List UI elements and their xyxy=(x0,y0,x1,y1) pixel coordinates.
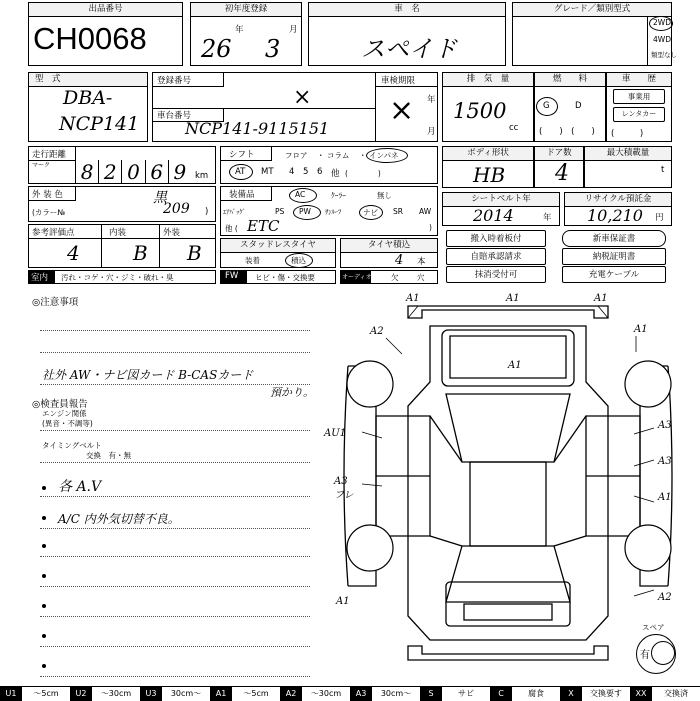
legend-desc: 交換要す xyxy=(590,689,622,698)
chassis-number-value: NCP141-9115151 xyxy=(185,119,330,138)
shift-type-mt: MT xyxy=(261,167,274,177)
vehicle-use-label: 車 歴 xyxy=(607,73,671,87)
first-registration-label: 初年度登録 xyxy=(191,3,301,17)
interior-condition-options: 汚れ・コゲ・穴・ジミ・破れ・臭 xyxy=(61,273,174,282)
color-box: 外 装 色 (カラー№ 黒 209 ) xyxy=(28,186,216,222)
shift-at-circle xyxy=(229,164,253,180)
legend-code: A1 xyxy=(210,687,232,701)
audio-missing: 欠 xyxy=(391,273,399,282)
lot-number-value: CH0068 xyxy=(33,21,147,56)
new-car-warranty-button[interactable]: 新車保証書 xyxy=(562,230,666,247)
registration-number-value: × xyxy=(293,85,312,110)
body-type-label: ボディ形状 xyxy=(443,147,533,161)
spare-tire-value: 有 xyxy=(640,650,650,661)
capacity-label: 最大積載量 xyxy=(585,147,671,161)
equipment-label: 装備品 xyxy=(229,190,255,200)
inspection-month-unit: 月 xyxy=(427,127,436,137)
mark-front-bumper-right: A1 xyxy=(594,293,608,304)
interior-condition-box xyxy=(28,270,216,284)
charging-cable-button[interactable]: 充電ケーブル xyxy=(562,266,666,283)
shift-type-4: 4 xyxy=(289,167,295,177)
fuel-gasoline-circle xyxy=(536,97,558,116)
grade-label: グレード／類別型式 xyxy=(513,3,671,17)
interior-grade-value: B xyxy=(133,241,148,265)
doors-box xyxy=(534,146,584,188)
score-value: 4 xyxy=(67,241,80,265)
mark-left-front-door: AU1 xyxy=(324,428,347,439)
mark-left-quarter: A1 xyxy=(336,596,350,607)
doors-label: ドア数 xyxy=(535,147,583,161)
model-name-box xyxy=(308,2,506,66)
interior-condition-label: 室内 xyxy=(31,273,49,283)
legend-code: A2 xyxy=(280,687,302,701)
doors-value: 4 xyxy=(555,161,569,186)
legend-desc: サビ xyxy=(458,689,474,698)
model-name-value: スペイド xyxy=(361,35,457,63)
seatbelt-value: 2014 xyxy=(473,206,514,225)
mark-hood: A1 xyxy=(508,360,522,371)
first-registration-month: 3 xyxy=(265,35,281,63)
legend-desc: 30cm〜 xyxy=(170,689,202,698)
color-label: 外 装 色 xyxy=(32,190,63,200)
recycle-unit: 円 xyxy=(655,213,664,223)
inspection-year-unit: 年 xyxy=(427,95,436,105)
audio-box xyxy=(340,270,438,284)
drive-4wd-option: 4WD xyxy=(653,35,671,44)
equip-other-suffix: ) xyxy=(429,223,432,232)
studless-loaded: 積込 xyxy=(291,256,306,265)
fuel-gasoline-option: G xyxy=(543,101,550,111)
first-registration-box xyxy=(190,2,302,66)
legend-code: U1 xyxy=(0,687,22,701)
equip-ps: PS xyxy=(275,207,285,216)
equip-navi-circle xyxy=(359,205,383,220)
notes-line-2: 預かり。 xyxy=(270,386,314,399)
score-box xyxy=(28,224,216,268)
lot-number-box xyxy=(28,2,183,66)
shift-panel-circle xyxy=(366,148,408,163)
notes-title: ◎注意事項 xyxy=(32,297,79,308)
color-number: 209 xyxy=(163,201,190,217)
legend-code: S xyxy=(420,687,442,701)
equip-ac: AC xyxy=(295,190,306,199)
tire-box xyxy=(340,238,438,268)
model-type-label: 型 式 xyxy=(29,73,147,87)
drive-none-option: 類型なし xyxy=(651,51,677,59)
inspection-expiry-label: 車検期限 xyxy=(381,76,416,86)
mileage-sub-label: マーク xyxy=(32,162,51,169)
report-line-1: 各 A.V xyxy=(58,479,102,495)
drive-2wd-option: 2WD xyxy=(653,18,671,27)
tax-certificate-button[interactable]: 納税証明書 xyxy=(562,248,666,265)
engine-sub-label: (異音・不調等) xyxy=(42,419,93,428)
grade-box xyxy=(512,2,677,66)
equip-pw: PW xyxy=(299,207,311,216)
wheels xyxy=(347,361,671,571)
inspection-expiry-value: × xyxy=(389,93,415,128)
mileage-digit: 0 xyxy=(121,160,144,184)
recycle-label: リサイクル預託金 xyxy=(565,193,671,207)
shift-type-at: AT xyxy=(235,167,246,177)
displacement-box xyxy=(442,72,534,142)
mark-right-rear-door: A3 xyxy=(658,456,672,467)
timing-belt-label: タイミングベルト xyxy=(42,441,102,450)
studless-mounted: 装着 xyxy=(245,256,260,265)
registration-box xyxy=(152,72,438,142)
seatbelt-label: シートベルト年 xyxy=(443,193,559,207)
recycle-box xyxy=(564,192,672,226)
mark-front-bumper-center: A1 xyxy=(506,293,520,304)
fuel-label: 燃 料 xyxy=(535,73,605,87)
shift-type-other: 他 xyxy=(331,169,340,179)
document-buttons xyxy=(442,228,672,284)
legend-desc: 腐食 xyxy=(528,689,544,698)
notes-line-1: 社外 AW・ナビ図カード B-CASカード xyxy=(42,368,254,382)
model-type-code: NCP141 xyxy=(59,113,140,135)
studless-loaded-circle xyxy=(285,253,313,268)
shift-option-panel: インパネ xyxy=(369,151,399,160)
deregistration-button[interactable]: 抹消受付可 xyxy=(446,266,546,283)
tire-unit: 本 xyxy=(417,257,426,267)
mileage-unit: km xyxy=(195,171,209,181)
equip-none: 無し xyxy=(377,191,392,200)
spare-tire-inner xyxy=(651,641,675,665)
equip-ac-circle xyxy=(289,188,317,203)
shift-type-6: 6 xyxy=(317,167,323,177)
year-unit: 年 xyxy=(235,25,244,35)
color-value: 黒 xyxy=(153,190,167,206)
legend-code: A3 xyxy=(350,687,372,701)
mark-rear-bumper-right: A2 xyxy=(658,592,672,603)
engine-label: エンジン関係 xyxy=(42,409,87,418)
exterior-grade-value: B xyxy=(187,241,202,265)
body-type-value: HB xyxy=(473,163,506,187)
mileage-label: 走行距離 xyxy=(32,150,67,160)
model-type-prefix: DBA- xyxy=(63,87,113,109)
exterior-grade-label: 外装 xyxy=(163,228,181,238)
mileage-digit: 6 xyxy=(145,160,168,184)
equip-other-prefix: 他 ( xyxy=(225,224,238,233)
seatbelt-box xyxy=(442,192,560,226)
insurance-approval-button[interactable]: 自賠承認請求 xyxy=(446,248,546,265)
interior-grade-label: 内装 xyxy=(109,228,127,238)
legend-desc: 〜30cm xyxy=(100,689,132,698)
displacement-value: 1500 xyxy=(453,99,507,123)
spare-tire-label: スペア xyxy=(642,623,665,632)
fw-label: FW xyxy=(225,271,239,281)
mark-right-quarter: A1 xyxy=(658,492,672,503)
equip-cooler: ｸｰﾗｰ xyxy=(331,191,346,200)
mileage-box xyxy=(28,146,216,184)
legend-code: U3 xyxy=(140,687,162,701)
legend-desc: 30cm〜 xyxy=(380,689,412,698)
shift-option-column: コラム xyxy=(327,151,350,160)
mileage-digits xyxy=(75,160,191,184)
model-type-box xyxy=(28,72,148,142)
legend-code: C xyxy=(490,687,512,701)
carry-in-plate-button[interactable]: 搬入時着板付 xyxy=(446,230,546,247)
mark-right-fender: A1 xyxy=(634,324,648,335)
registration-number-label: 登録番号 xyxy=(157,76,192,86)
month-unit: 月 xyxy=(289,25,298,35)
shift-box: シフト フロア ・ コラム ・ インパネ AT MT 4 5 6 他 ( ) xyxy=(220,146,438,184)
report-line-2: A/C 内外気切替不良。 xyxy=(58,512,180,526)
legend-desc: 交換済 xyxy=(664,689,688,698)
displacement-unit: cc xyxy=(509,123,519,133)
fuel-box: 燃 料 G D ( ) ( ) xyxy=(534,72,606,142)
studless-label: スタッドレスタイヤ xyxy=(221,239,335,253)
mileage-digit: 8 xyxy=(75,160,98,184)
legend-desc: 〜5cm xyxy=(33,689,59,698)
equip-sunroof: ｻﾝﾙｰﾌ xyxy=(325,208,342,216)
equip-navi: ナビ xyxy=(363,208,378,217)
shift-option-floor: フロア xyxy=(285,151,308,160)
mileage-digit: 2 xyxy=(98,160,121,184)
mark-left-rear-door-note: フレ xyxy=(334,490,354,501)
equip-other-value: ETC xyxy=(247,217,280,235)
vehicle-use-box: 車 歴 事業用 レンタカー ( ) xyxy=(606,72,672,142)
mark-left-fender: A2 xyxy=(370,326,384,337)
studless-box xyxy=(220,238,336,268)
legend-code: XX xyxy=(630,687,652,701)
seatbelt-year-unit: 年 xyxy=(543,213,552,223)
capacity-box xyxy=(584,146,672,188)
color-sub-label: (カラー№ xyxy=(32,208,66,217)
capacity-unit: t xyxy=(661,165,665,175)
fw-box xyxy=(220,270,336,284)
first-registration-year: 26 xyxy=(201,35,232,63)
tire-value: 4 xyxy=(395,253,404,268)
model-name-label: 車 名 xyxy=(309,3,505,17)
shift-label: シフト xyxy=(229,150,255,160)
score-label: 参考評価点 xyxy=(32,228,75,238)
use-business-option: 事業用 xyxy=(613,89,665,104)
legend-code: U2 xyxy=(70,687,92,701)
legend-code: X xyxy=(560,687,582,701)
chassis-number-label: 車台番号 xyxy=(157,111,192,121)
fuel-diesel-option: D xyxy=(575,101,582,111)
mark-right-front-door: A3 xyxy=(658,420,672,431)
equip-aw: AW xyxy=(419,207,432,216)
body-type-box xyxy=(442,146,534,188)
mileage-digit: 9 xyxy=(168,160,191,184)
use-rental-option: レンタカー xyxy=(613,107,665,122)
equip-airbag: ｴｱﾊﾞｯｸﾞ xyxy=(223,208,246,216)
legend-desc: 〜5cm xyxy=(243,689,269,698)
audio-label: オーディオ xyxy=(342,274,372,281)
lot-number-label: 出品番号 xyxy=(29,3,182,17)
displacement-label: 排 気 量 xyxy=(443,73,533,87)
equipment-box xyxy=(220,186,438,236)
equip-sr: SR xyxy=(393,207,403,216)
tire-label: タイヤ積込 xyxy=(341,239,437,253)
equip-pw-circle xyxy=(293,205,321,220)
legend-desc: 〜30cm xyxy=(310,689,342,698)
damage-legend xyxy=(0,686,700,701)
audio-hole: 穴 xyxy=(417,273,425,282)
mark-left-rear-door: A3 xyxy=(334,476,348,487)
recycle-value: 10,210 xyxy=(587,206,643,225)
fw-options: ヒビ・傷・交換要 xyxy=(255,273,315,282)
mark-front-bumper-left: A1 xyxy=(406,293,420,304)
inspector-title: ◎検査員報告 xyxy=(32,399,88,410)
shift-type-5: 5 xyxy=(303,167,309,177)
drive-2wd-circle xyxy=(649,16,673,31)
timing-belt-sub-label: 交換 有・無 xyxy=(86,451,131,460)
